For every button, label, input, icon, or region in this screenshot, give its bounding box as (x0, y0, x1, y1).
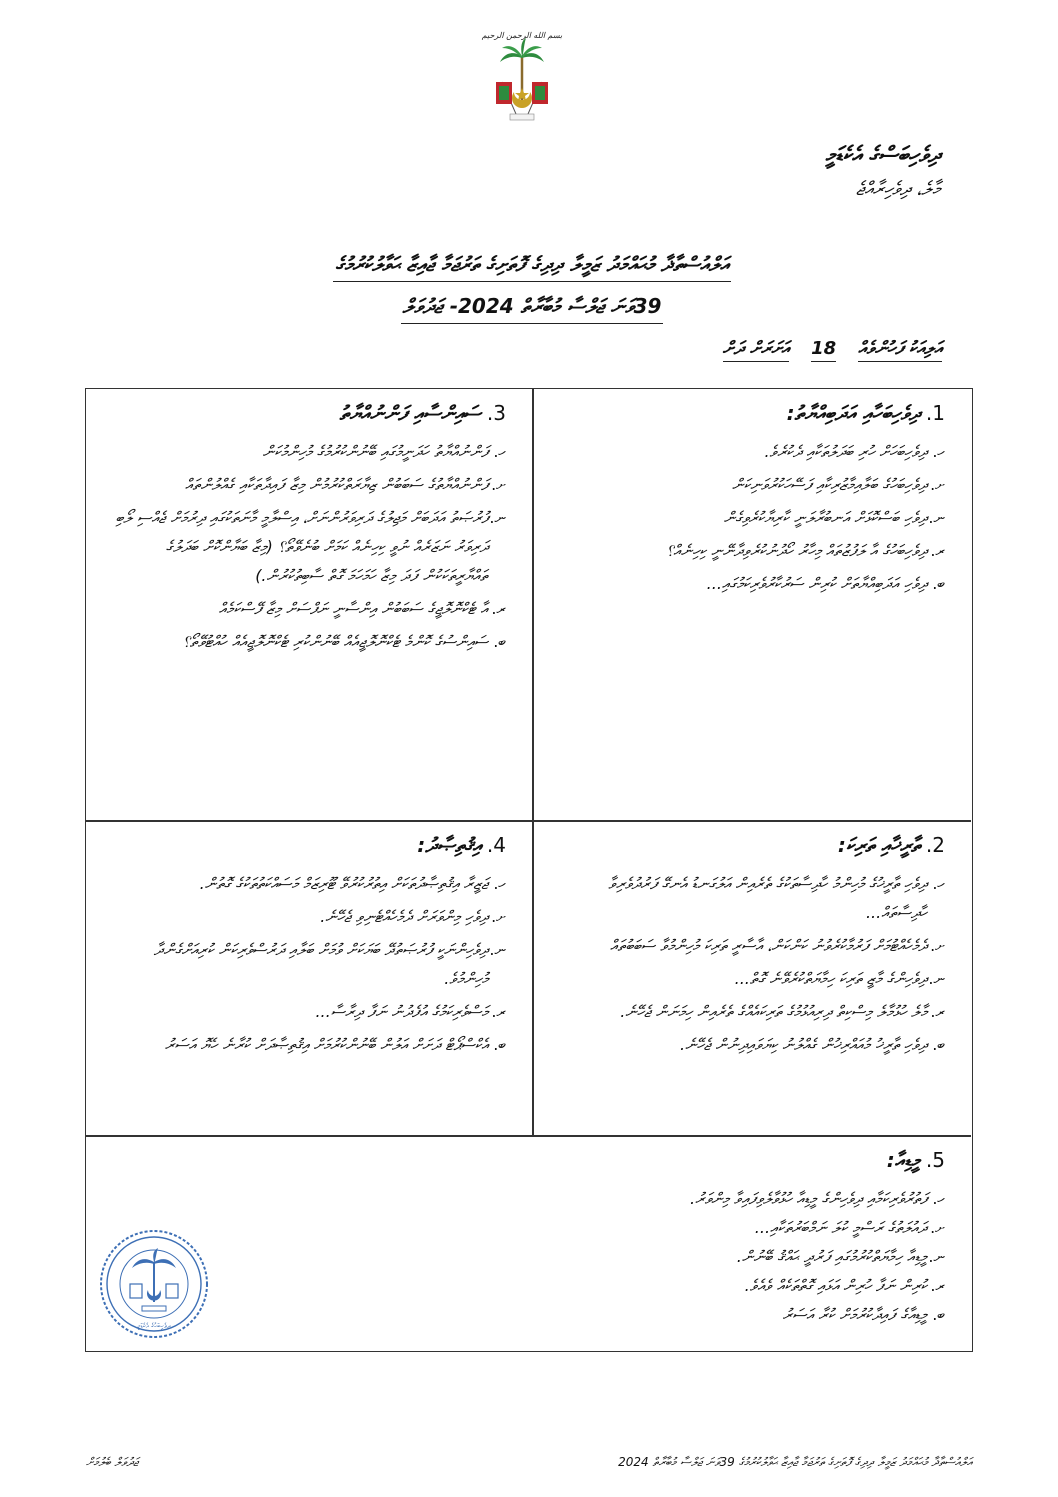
item-text: މީޑިއާ ހިމާޔަތްކުރުމުގައި ފަރުދީ ޙައްޤު ބޭނުން. (736, 1247, 927, 1266)
list-item (526, 1213, 945, 1242)
date-label: އަލިއަކު ފަހުންވެއް (858, 338, 942, 362)
item-text: ފަންނުއްޔާތުގެ ސަބަބުން ޒިޔާރަތްކުރުމުން މިޒާ ފައިދާތަކާއި ގެއްލުންތައް (184, 475, 488, 494)
section-heading (553, 833, 945, 857)
topics-table (85, 388, 973, 1352)
item-text: މާލެ ހުޅުމާލެ މިސްކިތް ދިރިއުޅުމުގެ ތަރިކައެއްގެ ތެރެއިން ހިމަނަން ޖެހޭނެ. (620, 1002, 927, 1021)
title-line-1: އަލްއުސްތާޛާ މުޙައްމަދު ޒަމީލާ ދިދިގެ ފޮތަށިގެ ތަރުޖަމާ ޖާއިޒާ ޙަވާލުކުރުމުގެ (333, 250, 730, 282)
item-marker: ބ. (493, 1035, 506, 1054)
item-marker: ރ. (491, 1002, 506, 1021)
item-marker: ނ. (489, 508, 506, 527)
organization-name: ދިވެހިބަސްގެ އެކެޑަމީ (825, 143, 940, 168)
item-marker: ށ. (930, 936, 945, 955)
list-item (106, 470, 506, 499)
seal-graphic (98, 1228, 210, 1340)
item-marker: ށ. (491, 475, 506, 494)
item-marker: ނ. (928, 969, 945, 988)
section-science-arts (86, 389, 532, 820)
document-title (210, 250, 854, 324)
list-item (553, 470, 945, 499)
item-marker: ހ. (932, 1189, 945, 1208)
national-emblem (481, 26, 563, 130)
section-number: 4. (486, 833, 506, 857)
item-text: ދިވެހިބަހުގެ ބަލާއިމާޒުރިކާއި ފަސޭހަކުރުވަނިކަން (732, 475, 927, 494)
section-number: 3. (486, 401, 506, 425)
list-item (106, 503, 506, 590)
list-item (106, 997, 506, 1026)
list-item (106, 627, 506, 656)
item-text: ފުރުޞަތު އަދަބަށް މަޖިލުގެ ދަރިވަރުންނަށް، އިސްލާމީ މާނަތަކުގައި ދިރުމަށް ޖެއްސި ލޯބި ދަރިވަރު ނަޒަރެއް ނުވީ ކިހިނެއް ކަމަށް ބުނެވޭތޯ؟ (މިޒާ ބަޔާންކޮށް ބަދަލުގެ ތައްޔާރީތަކަކުން ފަދަ މިޒާ ހަމަހަމަ ގޮތް ސާބިތުކުރުން.) (115, 508, 488, 585)
section-heading (106, 833, 506, 857)
official-seal (98, 1228, 210, 1340)
list-item (106, 1030, 506, 1059)
organization-header (825, 138, 940, 204)
date-day: 18 (811, 338, 836, 362)
section-economy (86, 821, 532, 1135)
item-text: ދައުލަތުގެ ރަސްމީ ކުލަ ނަމްބަރުތަކާއި... (754, 1218, 927, 1237)
item-marker: ރ. (930, 541, 945, 560)
section-item-list (106, 869, 506, 1059)
section-number: 5. (925, 1148, 945, 1172)
item-text: މަސްވެރިކަމުގެ އުފެދުނު ނަފާ ދިރާސާ... (315, 1002, 488, 1021)
list-item (106, 594, 506, 623)
item-marker: ހ. (493, 442, 506, 461)
section-language-literature (533, 389, 971, 820)
list-item (526, 1184, 945, 1213)
item-text: ދިވެހިންނަކީ ފުރުޞަތުދޭ ބަޔަކަށް ވުމަށް ބަލާއި ދަރުސްވެރިކަން ކުރިއަށްގެންދާ މުހިންމުވެ. (153, 940, 488, 988)
list-item (553, 931, 945, 960)
date-month: އަށަރަށް ދަށް (723, 338, 789, 362)
item-marker: ށ. (491, 907, 506, 926)
list-item (526, 1242, 945, 1271)
section-title: ދިވެހިބަހާއި އަދަބިއްޔާތު: (786, 401, 920, 425)
item-marker: ރ. (491, 599, 506, 618)
list-item (106, 869, 506, 898)
footer-right-text: އަލްއުސްތާޛާ މުޙައްމަދު ޒަމީލާ ދިދިގެ ފޮތަށިގެ ތަރުޖަމާ ޖާއިޒާ ޙަވާލުކުރުމުގެ 39ވަނަ ޖަލްސާ މުބާރާތް 2024 (618, 1455, 972, 1469)
section-media (86, 1136, 971, 1350)
bismillah-text: بسم الله الرحمن الرحيم (481, 31, 563, 40)
section-heading (553, 401, 945, 425)
item-text: ފަންނުއްޔާތު ހަދަނީމުގައި ބޭނުންކުރުމުގެ މުހިންމުކަން (262, 442, 488, 461)
item-text: ދެމެހެއްޓުމަށް ފަރުމާކުރެވުނު ކަންކަން، އާސާރީ ތަރިކަ މުހިންމުވާ ސަބަބުތައް (609, 936, 927, 955)
item-marker: ރ. (930, 1002, 945, 1021)
section-heading (106, 1148, 945, 1172)
emblem-graphic (481, 26, 563, 130)
list-item (553, 869, 945, 927)
list-item (106, 902, 506, 931)
item-marker: ނ. (928, 1247, 945, 1266)
date-line (723, 338, 942, 362)
list-item (106, 935, 506, 993)
item-text: ދިވެހި އަދަބިއްޔާތަށް ކުރިން ސަރުކާރުވެރިކަމުގައި... (706, 574, 927, 593)
item-text: ކުރިން ނަފާ ހުރިން އަޅައި ގޮތްތަކެއް ވެއެވެ. (744, 1276, 927, 1295)
item-marker: ބ. (932, 1035, 945, 1054)
item-text: ދިވެހިންގެ މާޒީ ތަރިކަ ހިމާޔަތްކުރެވޭނެ ގޮތް... (734, 969, 927, 988)
list-item (553, 1030, 945, 1059)
section-item-list (553, 437, 945, 598)
section-number: 2. (925, 833, 945, 857)
item-text: ޖަޒީރާ އިޤުތިޞާދުތަކަށް އިތުރުކުރުވޭ ޓޫރިޒަމް މަސައްކަތުތަކުގެ ގޮތުން. (199, 874, 488, 893)
item-text: ސައިންސުގެ ކޮންމެ ޓެކްނޮލޮޖީއެއް ބޭނުންކުރި ޓެކްނޮލޮޖީއެއް ހުއްޓުވޭތޯ؟ (182, 632, 488, 651)
organization-location: މާލެ، ދިވެހިރާއްޖެ (855, 178, 940, 200)
item-marker: ބ. (493, 632, 506, 651)
section-title: ސައިންސާއި ފަންނުއްޔާތު (339, 401, 481, 425)
seal-text: ދިވެހިބަހުގެ އެކެޑަމީ (137, 1322, 171, 1330)
item-marker: ބ. (932, 1305, 945, 1324)
item-marker: ށ. (930, 1218, 945, 1237)
section-item-list (553, 869, 945, 1059)
list-item (553, 536, 945, 565)
item-marker: ނ. (928, 508, 945, 527)
list-item (106, 437, 506, 466)
item-marker: ހ. (493, 874, 506, 893)
item-marker: ހ. (932, 442, 945, 461)
section-title: އިޤުތިޞާދު: (417, 833, 481, 857)
section-title: މީޑިއާ: (886, 1148, 920, 1172)
item-marker: ނ. (489, 940, 506, 959)
item-marker: ރ. (930, 1276, 945, 1295)
item-text: ދިވެހިބަހުގެ އާ ލަފުޒުތައް މިހާރު ހޯދުނުކުރެވިދާނޭނީ ކިހިނެއް؟ (666, 541, 927, 560)
section-history-heritage (533, 821, 971, 1135)
list-item (526, 1271, 945, 1300)
item-marker: ބ. (932, 574, 945, 593)
item-text: އާ ޓެކްނޮލޮޖީގެ ސަބަބުން އިންސާނީ ނަފްސަށް މިޒާ ފޭސްކަމެއް (218, 599, 488, 618)
item-text: ދިވެހި ތާރީޚުގެ މުހިންމު ހާދިސާތަކުގެ ތެރެއިން އަލުގަނޑު އެނގޭ ފަރުދުވެރިވާ ހާދިސާތައް... (608, 874, 927, 922)
section-heading (106, 401, 506, 425)
list-item (553, 997, 945, 1026)
list-item (553, 503, 945, 532)
title-line-2: 39ވަނަ ޖަލްސާ މުބާރާތް 2024- ޖަދުވަލް (401, 292, 664, 324)
list-item (553, 569, 945, 598)
item-text: ދިވެހި ބަސްކޮޅަށް އަނބުރާލަނީ ކާރިޔާކުރެވިގެން (723, 508, 927, 527)
section-item-list (106, 437, 506, 656)
item-marker: ށ. (930, 475, 945, 494)
item-text: ފަތުރުވެރިކަމާއި ދިވެހިންގެ މީޑިއާ ހުޅުވާލެވިފައިވާ މިންވަރު. (690, 1189, 927, 1208)
item-text: އެކްސްޕޯޓް ދަށަށް އަލުން ބޭނުންކުރުމަށް އިޤުތިޞާދަށް ކުރާނެ ހެޔޮ އަސަރު (164, 1035, 488, 1054)
item-text: ދިވެހި މިންވަރަށް ދެމެހެއްޓެނިވި ޖެހޭނެ. (320, 907, 488, 926)
section-number: 1. (925, 401, 945, 425)
section-item-list (526, 1184, 945, 1329)
section-title: ތާރީޚާއި ތަރިކަ: (837, 833, 920, 857)
item-text: ދިވެހިބަހަށް ހުރި ބަދަލުތަކާއި ދެކުރެވެ. (764, 442, 927, 461)
item-marker: ހ. (932, 874, 945, 893)
footer-left-text: ޖަދުވަލް ބެލުމަށް (86, 1455, 139, 1469)
list-item (526, 1300, 945, 1329)
list-item (553, 437, 945, 466)
item-text: މީޑިއާގެ ފައިދާކުރުމަށް ކުރާ އަސަރު (782, 1305, 927, 1324)
item-text: ދިވެހި ތާރީޚު މުއައްރިޚުން ގެއްލުނު ކިޔަވައިދިނުން ޖެހޭނެ. (679, 1035, 927, 1054)
list-item (553, 964, 945, 993)
